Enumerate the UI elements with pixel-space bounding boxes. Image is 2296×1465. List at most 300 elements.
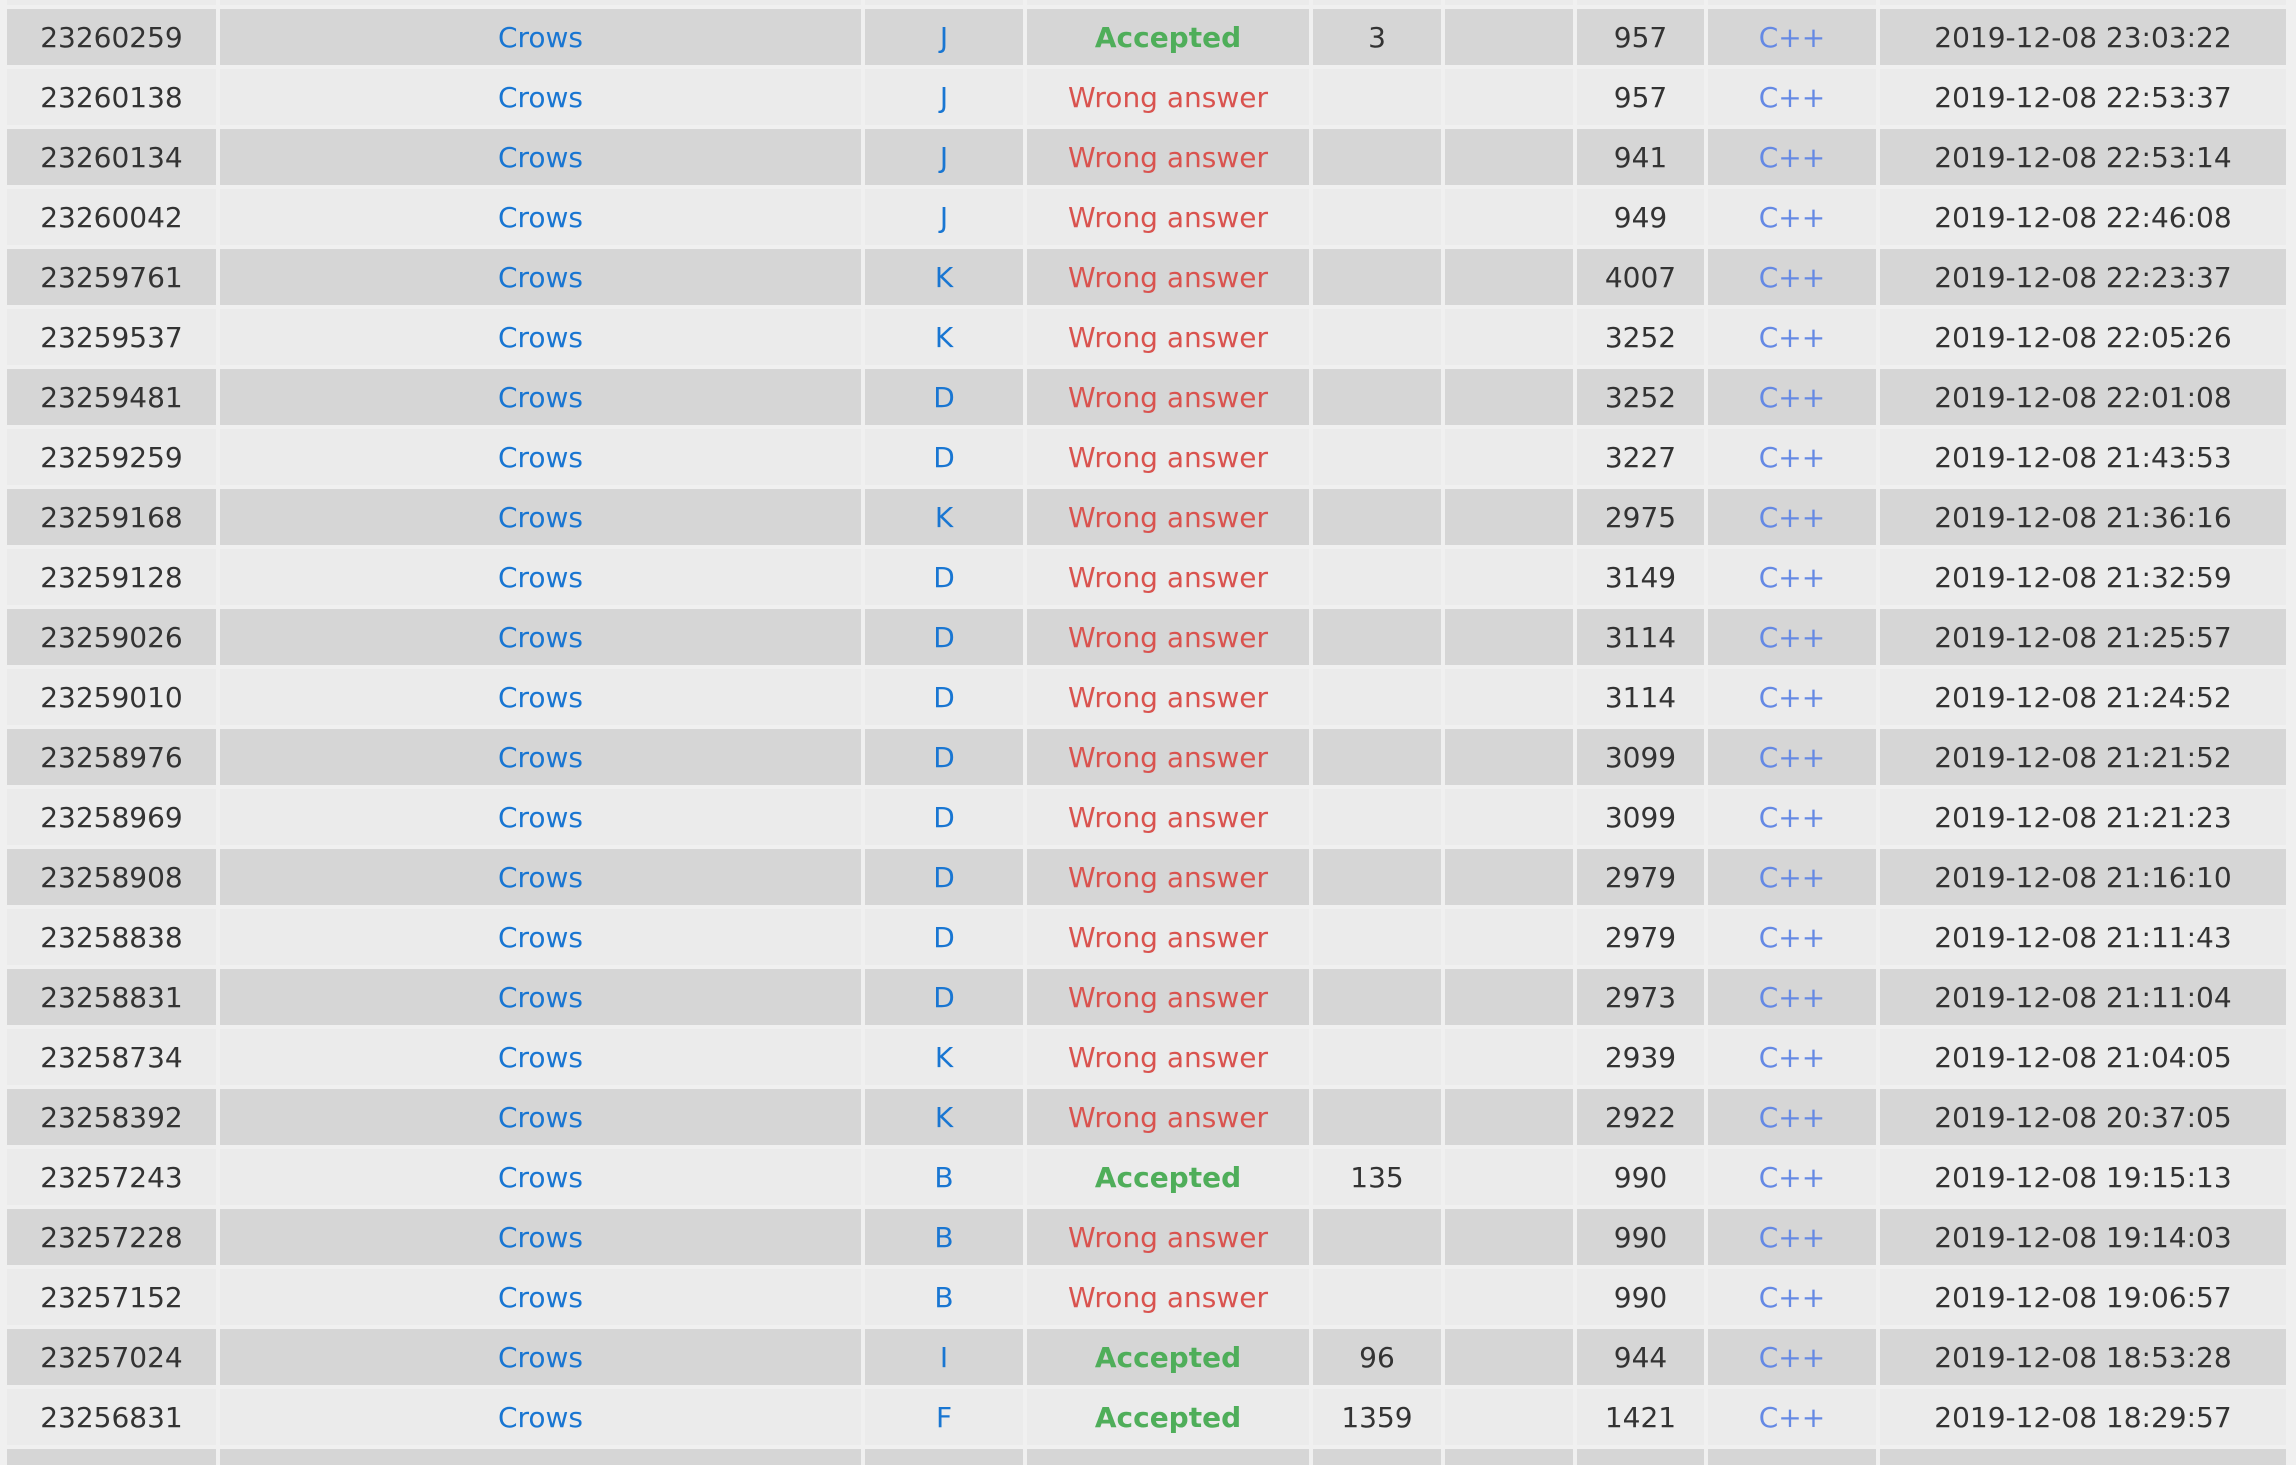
problem-cell xyxy=(865,549,1023,605)
user-link[interactable]: Crows xyxy=(497,680,584,714)
problem-cell xyxy=(865,9,1023,65)
problem-link[interactable]: D xyxy=(933,680,955,714)
user-link[interactable]: Crows xyxy=(497,1280,584,1314)
language-cell xyxy=(1708,1089,1876,1145)
user-link[interactable]: Crows xyxy=(497,1100,584,1134)
problem-link[interactable]: K xyxy=(934,1040,954,1074)
user-link[interactable]: Crows xyxy=(497,200,584,234)
run-id-cell: 23259026 xyxy=(7,609,216,665)
memory-cell xyxy=(1445,909,1573,965)
problem-link[interactable]: D xyxy=(933,440,955,474)
language-link[interactable]: C++ xyxy=(1758,800,1826,834)
time-cell xyxy=(1313,909,1441,965)
problem-link[interactable]: K xyxy=(934,500,954,534)
submit-time-cell: 2019-12-08 21:24:52 xyxy=(1880,669,2286,725)
submission-row xyxy=(7,489,2286,545)
submission-row xyxy=(7,1269,2286,1325)
verdict-cell: Wrong answer xyxy=(1027,489,1309,545)
verdict-cell: Wrong answer xyxy=(1027,429,1309,485)
user-cell xyxy=(220,669,861,725)
user-cell xyxy=(220,369,861,425)
submit-time-cell: 2019-12-08 21:04:05 xyxy=(1880,1029,2286,1085)
problem-link[interactable]: B xyxy=(934,1160,954,1194)
submit-time-cell: 2019-12-08 22:46:08 xyxy=(1880,189,2286,245)
verdict-cell: Accepted xyxy=(1027,9,1309,65)
language-link[interactable]: C++ xyxy=(1758,860,1826,894)
code-length-cell: 990 xyxy=(1577,1209,1704,1265)
user-link[interactable]: Crows xyxy=(497,980,584,1014)
user-link[interactable]: Crows xyxy=(497,80,584,114)
run-id-cell: 23257243 xyxy=(7,1149,216,1205)
submit-time-cell: 2019-12-08 19:14:03 xyxy=(1880,1209,2286,1265)
language-cell xyxy=(1708,1149,1876,1205)
user-link[interactable]: Crows xyxy=(497,500,584,534)
submit-time-cell: 2019-12-08 21:25:57 xyxy=(1880,609,2286,665)
memory-cell xyxy=(1445,129,1573,185)
user-cell xyxy=(220,1389,861,1445)
code-length-cell: 957 xyxy=(1577,9,1704,65)
memory-cell xyxy=(1445,969,1573,1025)
language-link[interactable]: C++ xyxy=(1758,980,1826,1014)
language-link[interactable]: C++ xyxy=(1758,740,1826,774)
code-length-cell: 2939 xyxy=(1577,1029,1704,1085)
user-cell xyxy=(220,549,861,605)
problem-cell xyxy=(865,369,1023,425)
user-link[interactable]: Crows xyxy=(497,1160,584,1194)
verdict-cell: Wrong answer xyxy=(1027,789,1309,845)
run-id-cell: 23259537 xyxy=(7,309,216,365)
submission-row xyxy=(7,189,2286,245)
problem-link[interactable]: J xyxy=(939,80,949,114)
time-cell xyxy=(1313,1209,1441,1265)
verdict-cell: Wrong answer xyxy=(1027,849,1309,905)
submit-time-cell: 2019-12-08 21:43:53 xyxy=(1880,429,2286,485)
language-cell xyxy=(1708,729,1876,785)
user-link[interactable]: Crows xyxy=(497,920,584,954)
run-id-cell: 23260259 xyxy=(7,9,216,65)
partial-row-bottom xyxy=(7,1449,2286,1465)
run-id-cell: 23260138 xyxy=(7,69,216,125)
user-link[interactable]: Crows xyxy=(497,740,584,774)
run-id-cell: 23258831 xyxy=(7,969,216,1025)
problem-cell xyxy=(865,129,1023,185)
run-id-cell: 23258838 xyxy=(7,909,216,965)
problem-link[interactable]: J xyxy=(939,140,949,174)
language-link[interactable]: C++ xyxy=(1758,680,1826,714)
verdict-cell: Wrong answer xyxy=(1027,729,1309,785)
time-cell xyxy=(1313,549,1441,605)
verdict-cell: Wrong answer xyxy=(1027,969,1309,1025)
user-link[interactable]: Crows xyxy=(497,1220,584,1254)
language-link[interactable]: C++ xyxy=(1758,560,1826,594)
verdict-cell: Wrong answer xyxy=(1027,249,1309,305)
submission-row xyxy=(7,969,2286,1025)
verdict-cell: Accepted xyxy=(1027,1329,1309,1385)
user-cell xyxy=(220,609,861,665)
problem-link[interactable]: D xyxy=(933,980,955,1014)
run-id-cell: 23259259 xyxy=(7,429,216,485)
problem-link[interactable]: K xyxy=(934,320,954,354)
submission-row xyxy=(7,429,2286,485)
submission-row xyxy=(7,849,2286,905)
problem-link[interactable]: D xyxy=(933,860,955,894)
problem-cell xyxy=(865,489,1023,545)
verdict-cell: Wrong answer xyxy=(1027,129,1309,185)
code-length-cell: 941 xyxy=(1577,129,1704,185)
submission-row xyxy=(7,1089,2286,1145)
code-length-cell: 4007 xyxy=(1577,249,1704,305)
problem-link[interactable]: K xyxy=(934,1100,954,1134)
submit-time-cell: 2019-12-08 22:53:14 xyxy=(1880,129,2286,185)
run-id-cell: 23258969 xyxy=(7,789,216,845)
code-length-cell: 2979 xyxy=(1577,849,1704,905)
code-length-cell: 2973 xyxy=(1577,969,1704,1025)
problem-link[interactable]: D xyxy=(933,380,955,414)
language-cell xyxy=(1708,9,1876,65)
code-length-cell: 2922 xyxy=(1577,1089,1704,1145)
memory-cell xyxy=(1445,9,1573,65)
user-cell xyxy=(220,1089,861,1145)
problem-link[interactable]: I xyxy=(939,1340,949,1374)
verdict-cell: Wrong answer xyxy=(1027,909,1309,965)
language-cell xyxy=(1708,969,1876,1025)
language-link[interactable]: C++ xyxy=(1758,500,1826,534)
language-cell xyxy=(1708,1209,1876,1265)
user-cell xyxy=(220,1269,861,1325)
code-length-cell: 3114 xyxy=(1577,609,1704,665)
problem-link[interactable]: D xyxy=(933,740,955,774)
submission-row xyxy=(7,9,2286,65)
problem-cell xyxy=(865,729,1023,785)
language-link[interactable]: C++ xyxy=(1758,440,1826,474)
language-cell xyxy=(1708,1269,1876,1325)
problem-link[interactable]: D xyxy=(933,560,955,594)
memory-cell xyxy=(1445,669,1573,725)
memory-cell xyxy=(1445,609,1573,665)
verdict-cell: Wrong answer xyxy=(1027,1209,1309,1265)
language-cell xyxy=(1708,669,1876,725)
memory-cell xyxy=(1445,369,1573,425)
submit-time-cell: 2019-12-08 23:03:22 xyxy=(1880,9,2286,65)
language-link[interactable]: C++ xyxy=(1758,1100,1826,1134)
problem-cell xyxy=(865,1209,1023,1265)
language-link[interactable]: C++ xyxy=(1758,260,1826,294)
problem-link[interactable]: K xyxy=(934,260,954,294)
submit-time-cell: 2019-12-08 21:11:43 xyxy=(1880,909,2286,965)
memory-cell xyxy=(1445,1149,1573,1205)
time-cell xyxy=(1313,1029,1441,1085)
code-length-cell: 949 xyxy=(1577,189,1704,245)
user-cell xyxy=(220,429,861,485)
problem-cell xyxy=(865,1269,1023,1325)
user-cell xyxy=(220,189,861,245)
code-length-cell: 990 xyxy=(1577,1269,1704,1325)
problem-link[interactable]: D xyxy=(933,620,955,654)
partial-row-top xyxy=(7,0,2286,5)
submit-time-cell: 2019-12-08 18:53:28 xyxy=(1880,1329,2286,1385)
submit-time-cell: 2019-12-08 22:01:08 xyxy=(1880,369,2286,425)
code-length-cell: 944 xyxy=(1577,1329,1704,1385)
user-cell xyxy=(220,969,861,1025)
language-link[interactable]: C++ xyxy=(1758,320,1826,354)
submit-time-cell: 2019-12-08 19:06:57 xyxy=(1880,1269,2286,1325)
problem-cell xyxy=(865,1329,1023,1385)
submission-row xyxy=(7,69,2286,125)
problem-link[interactable]: B xyxy=(934,1280,954,1314)
user-link[interactable]: Crows xyxy=(497,320,584,354)
submit-time-cell: 2019-12-08 21:32:59 xyxy=(1880,549,2286,605)
submission-row xyxy=(7,129,2286,185)
memory-cell xyxy=(1445,789,1573,845)
submit-time-cell: 2019-12-08 19:15:13 xyxy=(1880,1149,2286,1205)
code-length-cell: 3099 xyxy=(1577,729,1704,785)
problem-cell xyxy=(865,1089,1023,1145)
submission-row xyxy=(7,1029,2286,1085)
problem-cell xyxy=(865,1389,1023,1445)
submission-row xyxy=(7,1329,2286,1385)
language-link[interactable]: C++ xyxy=(1758,920,1826,954)
code-length-cell: 3149 xyxy=(1577,549,1704,605)
user-link[interactable]: Crows xyxy=(497,1040,584,1074)
memory-cell xyxy=(1445,309,1573,365)
submission-row xyxy=(7,669,2286,725)
memory-cell xyxy=(1445,429,1573,485)
run-id-cell: 23258734 xyxy=(7,1029,216,1085)
memory-cell xyxy=(1445,189,1573,245)
user-link[interactable]: Crows xyxy=(497,560,584,594)
run-id-cell: 23258976 xyxy=(7,729,216,785)
language-cell xyxy=(1708,369,1876,425)
problem-cell xyxy=(865,1149,1023,1205)
run-id-cell: 23259481 xyxy=(7,369,216,425)
time-cell xyxy=(1313,189,1441,245)
time-cell xyxy=(1313,789,1441,845)
language-cell xyxy=(1708,1389,1876,1445)
verdict-cell: Wrong answer xyxy=(1027,1269,1309,1325)
user-link[interactable]: Crows xyxy=(497,380,584,414)
user-cell xyxy=(220,249,861,305)
user-link[interactable]: Crows xyxy=(497,1400,584,1434)
memory-cell xyxy=(1445,549,1573,605)
user-link[interactable]: Crows xyxy=(497,860,584,894)
language-link[interactable]: C++ xyxy=(1758,1040,1826,1074)
language-cell xyxy=(1708,249,1876,305)
run-id-cell: 23257228 xyxy=(7,1209,216,1265)
verdict-cell: Wrong answer xyxy=(1027,309,1309,365)
language-cell xyxy=(1708,1329,1876,1385)
time-cell xyxy=(1313,249,1441,305)
problem-cell xyxy=(865,909,1023,965)
run-id-cell: 23259168 xyxy=(7,489,216,545)
language-link[interactable]: C++ xyxy=(1758,1280,1826,1314)
memory-cell xyxy=(1445,849,1573,905)
run-id-cell: 23258908 xyxy=(7,849,216,905)
problem-cell xyxy=(865,309,1023,365)
memory-cell xyxy=(1445,1329,1573,1385)
problem-link[interactable]: J xyxy=(939,20,949,54)
memory-cell xyxy=(1445,1269,1573,1325)
submissions-table xyxy=(3,0,2290,1465)
problem-cell xyxy=(865,189,1023,245)
language-cell xyxy=(1708,129,1876,185)
language-cell xyxy=(1708,789,1876,845)
code-length-cell: 3114 xyxy=(1577,669,1704,725)
verdict-cell: Accepted xyxy=(1027,1149,1309,1205)
memory-cell xyxy=(1445,729,1573,785)
run-id-cell: 23257152 xyxy=(7,1269,216,1325)
submit-time-cell: 2019-12-08 21:36:16 xyxy=(1880,489,2286,545)
language-link[interactable]: C++ xyxy=(1758,140,1826,174)
memory-cell xyxy=(1445,1389,1573,1445)
problem-link[interactable]: F xyxy=(935,1400,953,1434)
submission-row xyxy=(7,789,2286,845)
language-cell xyxy=(1708,1029,1876,1085)
code-length-cell: 3252 xyxy=(1577,369,1704,425)
language-cell xyxy=(1708,549,1876,605)
user-link[interactable]: Crows xyxy=(497,140,584,174)
time-cell: 96 xyxy=(1313,1329,1441,1385)
language-link[interactable]: C++ xyxy=(1758,200,1826,234)
user-cell xyxy=(220,1149,861,1205)
verdict-cell: Wrong answer xyxy=(1027,669,1309,725)
language-cell xyxy=(1708,309,1876,365)
user-cell xyxy=(220,489,861,545)
code-length-cell: 2975 xyxy=(1577,489,1704,545)
submission-row xyxy=(7,1209,2286,1265)
user-cell xyxy=(220,909,861,965)
user-cell xyxy=(220,849,861,905)
language-link[interactable]: C++ xyxy=(1758,1220,1826,1254)
user-link[interactable]: Crows xyxy=(497,1340,584,1374)
user-link[interactable]: Crows xyxy=(497,800,584,834)
user-cell xyxy=(220,1029,861,1085)
memory-cell xyxy=(1445,249,1573,305)
time-cell xyxy=(1313,1089,1441,1145)
language-link[interactable]: C++ xyxy=(1758,20,1826,54)
language-cell xyxy=(1708,69,1876,125)
time-cell xyxy=(1313,1269,1441,1325)
language-cell xyxy=(1708,909,1876,965)
submit-time-cell: 2019-12-08 21:16:10 xyxy=(1880,849,2286,905)
submit-time-cell: 2019-12-08 21:21:23 xyxy=(1880,789,2286,845)
code-length-cell: 990 xyxy=(1577,1149,1704,1205)
code-length-cell: 3252 xyxy=(1577,309,1704,365)
memory-cell xyxy=(1445,489,1573,545)
run-id-cell: 23260134 xyxy=(7,129,216,185)
time-cell xyxy=(1313,129,1441,185)
time-cell xyxy=(1313,969,1441,1025)
language-cell xyxy=(1708,849,1876,905)
submission-row xyxy=(7,249,2286,305)
time-cell xyxy=(1313,69,1441,125)
verdict-cell: Wrong answer xyxy=(1027,1089,1309,1145)
submit-time-cell: 2019-12-08 18:29:57 xyxy=(1880,1389,2286,1445)
submission-row xyxy=(7,549,2286,605)
user-link[interactable]: Crows xyxy=(497,620,584,654)
language-cell xyxy=(1708,189,1876,245)
language-cell xyxy=(1708,609,1876,665)
run-id-cell: 23259128 xyxy=(7,549,216,605)
user-cell xyxy=(220,69,861,125)
code-length-cell: 2979 xyxy=(1577,909,1704,965)
memory-cell xyxy=(1445,1209,1573,1265)
memory-cell xyxy=(1445,1029,1573,1085)
time-cell xyxy=(1313,489,1441,545)
submit-time-cell: 2019-12-08 22:53:37 xyxy=(1880,69,2286,125)
problem-link[interactable]: D xyxy=(933,800,955,834)
problem-cell xyxy=(865,669,1023,725)
time-cell xyxy=(1313,609,1441,665)
verdict-cell: Wrong answer xyxy=(1027,1029,1309,1085)
submission-row xyxy=(7,609,2286,665)
run-id-cell: 23256831 xyxy=(7,1389,216,1445)
verdict-cell: Accepted xyxy=(1027,1389,1309,1445)
run-id-cell: 23260042 xyxy=(7,189,216,245)
submit-time-cell: 2019-12-08 22:05:26 xyxy=(1880,309,2286,365)
user-cell xyxy=(220,1209,861,1265)
problem-link[interactable]: D xyxy=(933,920,955,954)
problem-cell xyxy=(865,789,1023,845)
user-cell xyxy=(220,789,861,845)
submission-row xyxy=(7,1389,2286,1445)
user-cell xyxy=(220,129,861,185)
language-link[interactable]: C++ xyxy=(1758,380,1826,414)
user-cell xyxy=(220,9,861,65)
language-cell xyxy=(1708,489,1876,545)
submission-row xyxy=(7,729,2286,785)
submit-time-cell: 2019-12-08 22:23:37 xyxy=(1880,249,2286,305)
memory-cell xyxy=(1445,69,1573,125)
submission-row xyxy=(7,909,2286,965)
verdict-cell: Wrong answer xyxy=(1027,369,1309,425)
problem-link[interactable]: J xyxy=(939,200,949,234)
time-cell xyxy=(1313,849,1441,905)
user-link[interactable]: Crows xyxy=(497,440,584,474)
problem-cell xyxy=(865,969,1023,1025)
time-cell xyxy=(1313,669,1441,725)
submission-row xyxy=(7,369,2286,425)
submit-time-cell: 2019-12-08 21:21:52 xyxy=(1880,729,2286,785)
language-link[interactable]: C++ xyxy=(1758,1340,1826,1374)
user-link[interactable]: Crows xyxy=(497,260,584,294)
language-link[interactable]: C++ xyxy=(1758,1160,1826,1194)
language-link[interactable]: C++ xyxy=(1758,1400,1826,1434)
run-id-cell: 23259761 xyxy=(7,249,216,305)
code-length-cell: 3227 xyxy=(1577,429,1704,485)
user-cell xyxy=(220,1329,861,1385)
language-link[interactable]: C++ xyxy=(1758,620,1826,654)
problem-link[interactable]: B xyxy=(934,1220,954,1254)
run-id-cell: 23257024 xyxy=(7,1329,216,1385)
language-link[interactable]: C++ xyxy=(1758,80,1826,114)
time-cell xyxy=(1313,429,1441,485)
verdict-cell: Wrong answer xyxy=(1027,549,1309,605)
verdict-cell: Wrong answer xyxy=(1027,189,1309,245)
user-cell xyxy=(220,729,861,785)
submit-time-cell: 2019-12-08 21:11:04 xyxy=(1880,969,2286,1025)
verdict-cell: Wrong answer xyxy=(1027,609,1309,665)
code-length-cell: 957 xyxy=(1577,69,1704,125)
problem-cell xyxy=(865,1029,1023,1085)
problem-cell xyxy=(865,609,1023,665)
problem-cell xyxy=(865,69,1023,125)
problem-cell xyxy=(865,849,1023,905)
code-length-cell: 3099 xyxy=(1577,789,1704,845)
user-link[interactable]: Crows xyxy=(497,20,584,54)
run-id-cell: 23258392 xyxy=(7,1089,216,1145)
submissions-table-body xyxy=(7,0,2286,1465)
submission-row xyxy=(7,1149,2286,1205)
